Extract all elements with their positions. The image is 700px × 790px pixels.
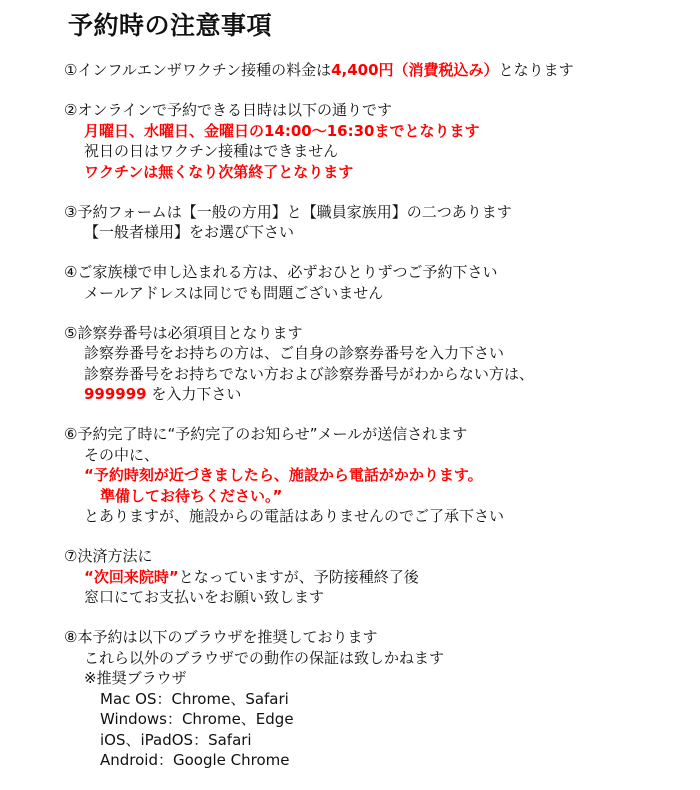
browser-heading: ⑧本予約は以下のブラウザを推奨しております [64, 628, 378, 646]
email-intro: その中に、 [84, 445, 160, 464]
browser-item: Android：Google Chrome [100, 751, 290, 769]
email-quote-1: “予約時刻が近づきましたら、施設から電話がかかります。 [84, 466, 483, 484]
holiday-note: 祝日の日はワクチン接種はできません [84, 142, 339, 160]
notice-card-number [64, 323, 694, 405]
notice-browser [64, 627, 694, 771]
price-suffix: となります [498, 61, 574, 79]
card-have: 診察券番号をお持ちの方は、ご自身の診察券番号を入力下さい [84, 344, 505, 362]
default-card-number: 999999 [84, 385, 147, 403]
stock-note: ワクチンは無くなり次第終了となります [84, 162, 354, 181]
browser-item: Windows：Chrome、Edge [100, 710, 294, 728]
payment-heading: ⑦決済方法に [64, 547, 153, 565]
payment-line [64, 567, 694, 588]
notice-payment [64, 546, 694, 608]
price-line [64, 60, 694, 81]
email-quote-2: 準備してお待ちください。” [100, 486, 283, 505]
card-heading: ⑤診察券番号は必須項目となります [64, 323, 303, 342]
price-prefix: ①インフルエンザワクチン接種の料金は [64, 61, 332, 79]
family-heading: ④ご家族様で申し込まれる方は、必ずおひとりずつご予約下さい [64, 263, 498, 281]
email-disclaimer: とありますが、施設からの電話はありませんのでご了承下さい [84, 507, 505, 525]
browser-warning: これら以外のブラウザでの動作の保証は致しかねます [84, 648, 445, 667]
payment-quote: “次回来院時” [84, 567, 179, 586]
notice-schedule [64, 100, 694, 182]
notice-form [64, 202, 694, 243]
email-heading: ⑥予約完了時に“予約完了のお知らせ”メールが送信されます [64, 425, 468, 443]
card-default-line [64, 384, 694, 405]
notice-email [64, 424, 694, 527]
schedule-days: 月曜日、水曜日、金曜日の14:00～16:30までとなります [84, 121, 480, 140]
form-choice: 【一般者様用】をお選び下さい [84, 223, 295, 241]
page-title: 予約時の注意事項 [68, 11, 273, 40]
schedule-heading: ②オンラインで予約できる日時は以下の通りです [64, 101, 392, 119]
card-none: 診察券番号をお持ちでない方および診察券番号がわからない方は、 [84, 364, 534, 383]
form-heading: ③予約フォームは【一般の方用】と【職員家族用】の二つあります [64, 202, 512, 221]
notice-family [64, 262, 694, 303]
browser-item: Mac OS：Chrome、Safari [100, 689, 289, 708]
payment-counter: 窓口にてお支払いをお願い致します [84, 588, 325, 606]
default-card-suffix: を入力下さい [146, 385, 242, 403]
browser-item: iOS、iPadOS：Safari [100, 730, 252, 749]
email-note: メールアドレスは同じでも問題ございません [84, 283, 384, 302]
notice-price [64, 60, 694, 81]
browser-list-title: ※推奨ブラウザ [84, 669, 187, 687]
notice-list [64, 60, 694, 790]
payment-suffix: となっていますが、予防接種終了後 [178, 567, 419, 586]
price-value: 4,400円（消費税込み） [331, 61, 499, 79]
